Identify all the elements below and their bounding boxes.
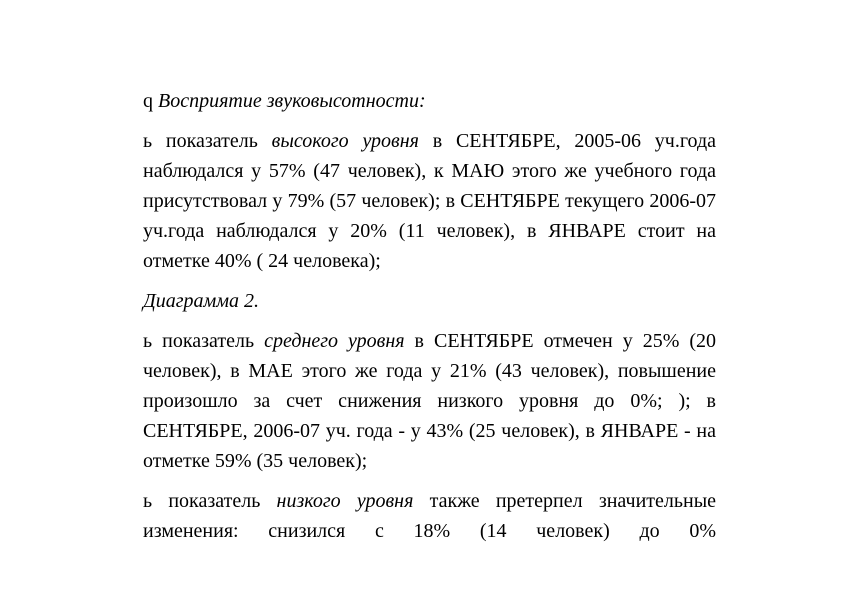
paragraph-emphasis: среднего уровня (264, 330, 405, 352)
diagram-caption-text: Диаграмма 2. (143, 290, 260, 312)
document-body (143, 86, 716, 556)
paragraph-medium-level (143, 326, 716, 476)
heading-bullet: q (143, 90, 153, 112)
paragraph-text: также претерпел значительные изменения: снизился с 18% (14 человек) до 0% (143, 490, 717, 542)
paragraph-bullet: ь (143, 130, 153, 152)
heading-title: Восприятие звуковысотности: (158, 90, 426, 112)
paragraph-bullet: ь (143, 490, 153, 512)
paragraph-emphasis: низкого уровня (276, 490, 414, 512)
paragraph-text: в СЕНТЯБРЕ отмечен у 25% (20 человек), в МАЕ этого же года у 21% (43 человек), повышение произошло за счет снижения низкого уровня до 0%; ); в СЕНТЯБРЕ, 2006-07 уч. года - у 43% (25 человек), в ЯНВАРЕ - на отметке 59% (35 человек); (143, 330, 716, 472)
section-heading (143, 86, 716, 116)
paragraph-text: в СЕНТЯБРЕ, 2005-06 уч.года наблюдался у 57% (47 человек), к МАЮ этого же учебного года присутствовал у 79% (57 человек); в СЕНТЯБРЕ текущего 2006-07 уч.года наблюдался у 20% (11 человек), в ЯНВАРЕ стоит на отметке 40% ( 24 человека); (143, 130, 717, 272)
paragraph-emphasis: высокого уровня (271, 130, 419, 152)
paragraph-low-level (143, 486, 716, 546)
diagram-caption (143, 286, 716, 316)
paragraph-high-level (143, 126, 716, 276)
paragraph-lead: показатель (165, 130, 258, 152)
paragraph-bullet: ь (143, 330, 153, 352)
paragraph-lead: показатель (168, 490, 261, 512)
paragraph-lead: показатель (162, 330, 255, 352)
